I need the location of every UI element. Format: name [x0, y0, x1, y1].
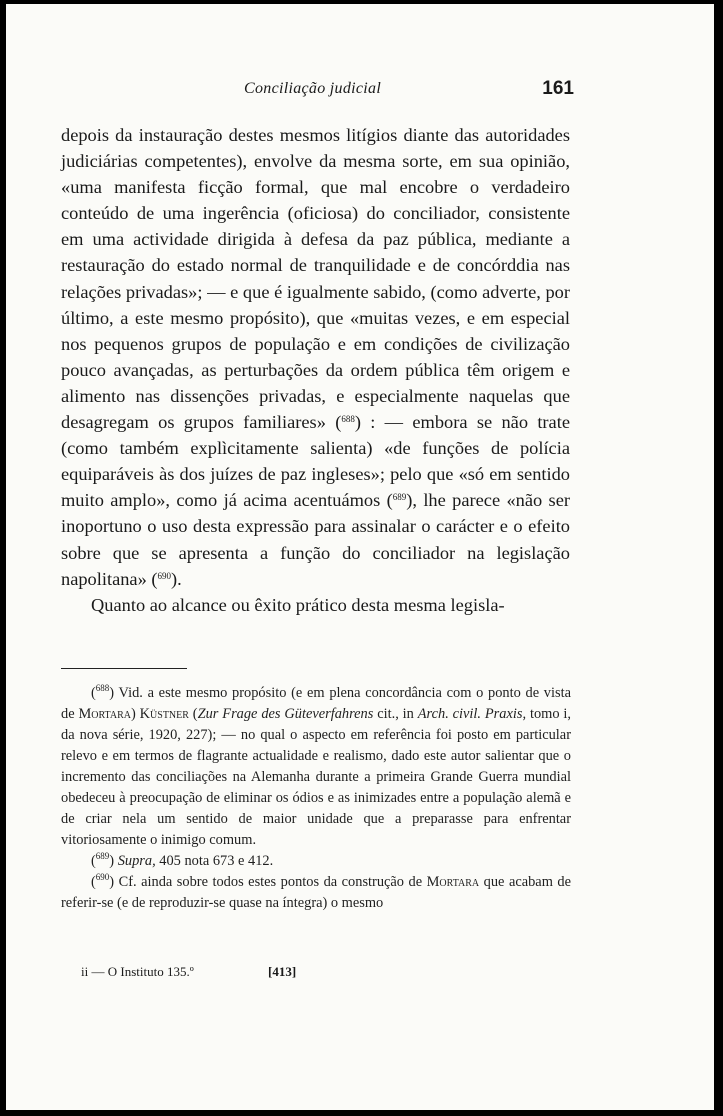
main-text [61, 122, 570, 618]
footnote-690: ($^{690}$) Cf. ainda sobre todos estes pontos da construção de Mortara que acabam de referir-se (e de reproduzir-se quase na íntegra) o mesmo [61, 872, 571, 911]
footnote-688: ($^{688}$) Vid. a este mesmo propósito (e em plena concordância com o ponto de vista de Mortara) Küstner (Zur Frage des Güteverfahrens cit., in Arch. civil. Praxis, tomo i, da nova série, 1920, 227); — no qual o aspecto em referência foi posto em particular relevo e em termos de flagrante actualidade e realismo, dado este autor salientar que o incremento das conciliações na Alemanha durante a primeira Grande Guerra mundial obedeceu à preocupação de eliminar os ódios e as inimizades entre a população alemã e de criar nela um sentido de maior unidade que a preparasse para enfrentar vitoriosamente o inimigo comum. [61, 683, 571, 848]
paragraph-2: Quanto ao alcance ou êxito prático desta mesma legisla- [91, 594, 505, 615]
sheet-reference: [413] [268, 964, 297, 979]
footnote-ref-690[interactable]: 690 [157, 570, 172, 581]
footnote-ref-689[interactable]: 689 [392, 492, 407, 503]
book-page [6, 4, 714, 1110]
footnotes [61, 683, 571, 914]
page-number: 161 [542, 78, 574, 99]
footnote-ref-688[interactable]: 688 [341, 414, 355, 425]
paragraph-1: depois da instauração destes mesmos litígios diante das autoridades judiciárias competentes), envolve da mesma sorte, em sua opinião, «uma manifesta ficção formal, que mal encobre o verdadeiro conteúdo de uma ingerência (oficiosa) do conciliador, consistente em uma actividade dirigida à defesa da paz pública, mediante a restauração do estado normal de tranquilidade e de concórddia nas relações privadas»; — e que é igualmente sabido, (como adverte, por último, a este mesmo propósito), que «muitas vezes, e em especial nos pequenos grupos de população e em condições de civilização pouco avançadas, as perturbações da ordem pública têm origem e alimento nas dissenções privadas, e especialmente naquelas que desagregam os grupos familiares» ($^{688}$) : — embora se não trate (como também explìcitamente salienta) «de funções de polícia equiparáveis às dos juízes de paz ingleses»; pelo que «só em sentido muito amplo», como já acima acentuámos ($^{689}$), lhe parece «não ser inoportuno o uso desta expressão para assinalar o carácter e o efeito sobre que se apresenta a função do conciliador na legislação napolitana» ($^{690}$). [61, 125, 570, 589]
printer-signature: ii — O Instituto 135.º [81, 964, 194, 979]
footnote-689: ($^{689}$) Supra, 405 nota 673 e 412. [91, 851, 274, 869]
page-header [6, 80, 714, 104]
footnote-separator [61, 668, 187, 669]
running-title: Conciliação judicial [244, 80, 382, 97]
